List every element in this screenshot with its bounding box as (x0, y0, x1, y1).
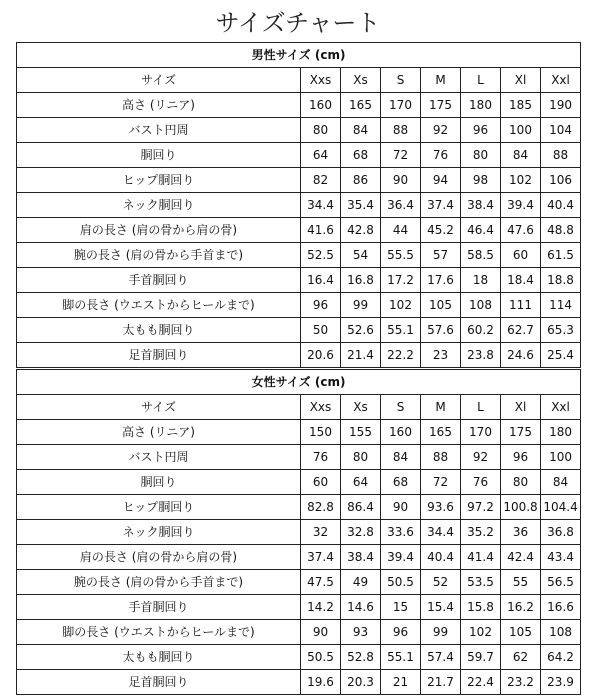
measurement-label: 肩の長さ (肩の骨から肩の骨) (17, 218, 301, 243)
measurement-value: 165 (421, 420, 461, 445)
size-header-cell: L (461, 395, 501, 420)
size-header-row (17, 395, 581, 420)
size-header-cell: Xs (341, 395, 381, 420)
measurement-label: 高さ (リニア) (17, 420, 301, 445)
measurement-value: 80 (301, 118, 341, 143)
measurement-value: 39.4 (381, 545, 421, 570)
table-row (17, 343, 581, 369)
measurement-value: 18 (461, 268, 501, 293)
measurement-value: 55.1 (381, 318, 421, 343)
table-row (17, 495, 581, 520)
measurement-value: 150 (301, 420, 341, 445)
measurement-label: 高さ (リニア) (17, 93, 301, 118)
measurement-value: 14.6 (341, 595, 381, 620)
measurement-label: ネック胴回り (17, 520, 301, 545)
table-row (17, 293, 581, 318)
measurement-value: 46.4 (461, 218, 501, 243)
measurement-label: 腕の長さ (肩の骨から手首まで) (17, 243, 301, 268)
table-row (17, 670, 581, 695)
measurement-value: 34.4 (301, 193, 341, 218)
measurement-value: 84 (541, 470, 581, 495)
table-row (17, 143, 581, 168)
measurement-value: 23.9 (541, 670, 581, 695)
measurement-value: 88 (541, 143, 581, 168)
measurement-value: 36.8 (541, 520, 581, 545)
measurement-value: 96 (461, 118, 501, 143)
measurement-value: 21 (381, 670, 421, 695)
measurement-value: 37.4 (301, 545, 341, 570)
measurement-value: 22.2 (381, 343, 421, 369)
measurement-label: 肩の長さ (肩の骨から肩の骨) (17, 545, 301, 570)
measurement-label: 胴回り (17, 470, 301, 495)
measurement-value: 53.5 (461, 570, 501, 595)
measurement-label: 足首胴回り (17, 670, 301, 695)
measurement-value: 84 (341, 118, 381, 143)
table-row (17, 570, 581, 595)
measurement-value: 68 (341, 143, 381, 168)
measurement-value: 38.4 (341, 545, 381, 570)
measurement-label: 手首胴回り (17, 595, 301, 620)
measurement-value: 20.6 (301, 343, 341, 369)
measurement-value: 15.4 (421, 595, 461, 620)
size-chart-table (16, 42, 581, 695)
size-header-cell: S (381, 68, 421, 93)
measurement-label: 太もも胴回り (17, 645, 301, 670)
measurement-value: 97.2 (461, 495, 501, 520)
size-header-cell: Xl (501, 395, 541, 420)
page-title: サイズチャート (215, 9, 381, 37)
measurement-label: 太もも胴回り (17, 318, 301, 343)
measurement-value: 100 (541, 445, 581, 470)
measurement-value: 19.6 (301, 670, 341, 695)
measurement-value: 160 (381, 420, 421, 445)
measurement-value: 41.6 (301, 218, 341, 243)
size-header-label: サイズ (17, 395, 301, 420)
section-heading-row (17, 369, 581, 395)
size-header-cell: S (381, 395, 421, 420)
measurement-value: 65.3 (541, 318, 581, 343)
measurement-value: 57 (421, 243, 461, 268)
measurement-value: 102 (461, 620, 501, 645)
measurement-value: 45.2 (421, 218, 461, 243)
measurement-value: 58.5 (461, 243, 501, 268)
measurement-value: 90 (301, 620, 341, 645)
measurement-value: 52 (421, 570, 461, 595)
measurement-value: 16.4 (301, 268, 341, 293)
measurement-value: 15.8 (461, 595, 501, 620)
measurement-value: 170 (381, 93, 421, 118)
measurement-value: 160 (301, 93, 341, 118)
table-row (17, 218, 581, 243)
measurement-value: 68 (381, 470, 421, 495)
measurement-value: 33.6 (381, 520, 421, 545)
measurement-value: 54 (341, 243, 381, 268)
measurement-value: 35.2 (461, 520, 501, 545)
measurement-value: 170 (461, 420, 501, 445)
measurement-value: 42.4 (501, 545, 541, 570)
measurement-value: 16.6 (541, 595, 581, 620)
measurement-value: 108 (541, 620, 581, 645)
measurement-value: 57.4 (421, 645, 461, 670)
measurement-value: 15 (381, 595, 421, 620)
measurement-value: 88 (421, 445, 461, 470)
measurement-value: 42.8 (341, 218, 381, 243)
measurement-value: 37.4 (421, 193, 461, 218)
section-heading-row (17, 43, 581, 68)
measurement-value: 18.4 (501, 268, 541, 293)
measurement-value: 90 (381, 495, 421, 520)
measurement-value: 180 (541, 420, 581, 445)
measurement-value: 62.7 (501, 318, 541, 343)
measurement-value: 100 (501, 118, 541, 143)
measurement-value: 55.1 (381, 645, 421, 670)
size-header-cell: Xs (341, 68, 381, 93)
table-row (17, 445, 581, 470)
section-heading: 男性サイズ (cm) (17, 43, 581, 68)
measurement-value: 38.4 (461, 193, 501, 218)
measurement-value: 96 (301, 293, 341, 318)
size-header-cell: Xxl (541, 68, 581, 93)
measurement-value: 36 (501, 520, 541, 545)
measurement-value: 40.4 (421, 545, 461, 570)
measurement-label: 足首胴回り (17, 343, 301, 369)
size-header-cell: Xxs (301, 68, 341, 93)
measurement-value: 86 (341, 168, 381, 193)
measurement-value: 106 (541, 168, 581, 193)
measurement-label: 脚の長さ (ウエストからヒールまで) (17, 620, 301, 645)
measurement-value: 104 (541, 118, 581, 143)
measurement-value: 94 (421, 168, 461, 193)
measurement-value: 175 (501, 420, 541, 445)
measurement-value: 34.4 (421, 520, 461, 545)
measurement-value: 61.5 (541, 243, 581, 268)
measurement-value: 80 (461, 143, 501, 168)
measurement-value: 90 (381, 168, 421, 193)
table-row (17, 520, 581, 545)
size-header-cell: Xl (501, 68, 541, 93)
table-row (17, 93, 581, 118)
measurement-value: 40.4 (541, 193, 581, 218)
measurement-value: 35.4 (341, 193, 381, 218)
measurement-value: 102 (381, 293, 421, 318)
table-row (17, 420, 581, 445)
measurement-value: 185 (501, 93, 541, 118)
measurement-value: 55.5 (381, 243, 421, 268)
measurement-value: 84 (381, 445, 421, 470)
measurement-value: 57.6 (421, 318, 461, 343)
measurement-value: 62 (501, 645, 541, 670)
measurement-value: 55 (501, 570, 541, 595)
measurement-value: 60 (501, 243, 541, 268)
size-header-cell: L (461, 68, 501, 93)
measurement-value: 60 (301, 470, 341, 495)
measurement-value: 80 (341, 445, 381, 470)
measurement-value: 16.8 (341, 268, 381, 293)
measurement-value: 82.8 (301, 495, 341, 520)
table-row (17, 268, 581, 293)
measurement-value: 39.4 (501, 193, 541, 218)
section-heading: 女性サイズ (cm) (17, 369, 581, 395)
measurement-value: 105 (501, 620, 541, 645)
measurement-value: 105 (421, 293, 461, 318)
measurement-value: 50.5 (301, 645, 341, 670)
measurement-value: 43.4 (541, 545, 581, 570)
measurement-value: 64.2 (541, 645, 581, 670)
measurement-value: 17.2 (381, 268, 421, 293)
measurement-value: 82 (301, 168, 341, 193)
size-header-label: サイズ (17, 68, 301, 93)
measurement-value: 180 (461, 93, 501, 118)
measurement-label: バスト円周 (17, 118, 301, 143)
measurement-value: 32.8 (341, 520, 381, 545)
measurement-value: 72 (381, 143, 421, 168)
measurement-value: 23.8 (461, 343, 501, 369)
measurement-value: 23 (421, 343, 461, 369)
table-row (17, 620, 581, 645)
measurement-value: 52.5 (301, 243, 341, 268)
measurement-value: 100.8 (501, 495, 541, 520)
table-row (17, 470, 581, 495)
measurement-value: 52.8 (341, 645, 381, 670)
measurement-value: 21.4 (341, 343, 381, 369)
table-row (17, 193, 581, 218)
measurement-value: 155 (341, 420, 381, 445)
measurement-value: 98 (461, 168, 501, 193)
size-header-cell: Xxl (541, 395, 581, 420)
measurement-value: 22.4 (461, 670, 501, 695)
measurement-value: 72 (421, 470, 461, 495)
measurement-value: 96 (501, 445, 541, 470)
table-row (17, 168, 581, 193)
measurement-value: 84 (501, 143, 541, 168)
measurement-value: 47.5 (301, 570, 341, 595)
measurement-value: 16.2 (501, 595, 541, 620)
measurement-value: 93 (341, 620, 381, 645)
measurement-label: ヒップ胴回り (17, 495, 301, 520)
table-row (17, 318, 581, 343)
size-header-cell: Xxs (301, 395, 341, 420)
measurement-value: 52.6 (341, 318, 381, 343)
measurement-label: ネック胴回り (17, 193, 301, 218)
size-header-cell: M (421, 395, 461, 420)
measurement-value: 24.6 (501, 343, 541, 369)
measurement-value: 111 (501, 293, 541, 318)
measurement-value: 21.7 (421, 670, 461, 695)
measurement-value: 64 (301, 143, 341, 168)
measurement-value: 41.4 (461, 545, 501, 570)
measurement-label: 胴回り (17, 143, 301, 168)
measurement-label: 手首胴回り (17, 268, 301, 293)
measurement-value: 86.4 (341, 495, 381, 520)
measurement-value: 50.5 (381, 570, 421, 595)
measurement-value: 50 (301, 318, 341, 343)
measurement-value: 104.4 (541, 495, 581, 520)
measurement-label: ヒップ胴回り (17, 168, 301, 193)
measurement-value: 88 (381, 118, 421, 143)
table-row (17, 595, 581, 620)
measurement-value: 80 (501, 470, 541, 495)
measurement-value: 14.2 (301, 595, 341, 620)
table-row (17, 545, 581, 570)
measurement-value: 76 (461, 470, 501, 495)
measurement-value: 64 (341, 470, 381, 495)
size-header-row (17, 68, 581, 93)
measurement-value: 76 (421, 143, 461, 168)
measurement-value: 32 (301, 520, 341, 545)
table-row (17, 645, 581, 670)
measurement-value: 165 (341, 93, 381, 118)
measurement-value: 99 (341, 293, 381, 318)
measurement-value: 92 (461, 445, 501, 470)
measurement-value: 49 (341, 570, 381, 595)
measurement-value: 17.6 (421, 268, 461, 293)
measurement-value: 48.8 (541, 218, 581, 243)
measurement-label: バスト円周 (17, 445, 301, 470)
measurement-value: 102 (501, 168, 541, 193)
measurement-value: 92 (421, 118, 461, 143)
measurement-value: 18.8 (541, 268, 581, 293)
measurement-label: 腕の長さ (肩の骨から手首まで) (17, 570, 301, 595)
measurement-value: 96 (381, 620, 421, 645)
measurement-value: 108 (461, 293, 501, 318)
measurement-value: 56.5 (541, 570, 581, 595)
measurement-value: 36.4 (381, 193, 421, 218)
measurement-value: 76 (301, 445, 341, 470)
measurement-value: 60.2 (461, 318, 501, 343)
measurement-value: 44 (381, 218, 421, 243)
measurement-value: 20.3 (341, 670, 381, 695)
size-header-cell: M (421, 68, 461, 93)
measurement-value: 25.4 (541, 343, 581, 369)
measurement-label: 脚の長さ (ウエストからヒールまで) (17, 293, 301, 318)
measurement-value: 59.7 (461, 645, 501, 670)
measurement-value: 93.6 (421, 495, 461, 520)
measurement-value: 114 (541, 293, 581, 318)
measurement-value: 23.2 (501, 670, 541, 695)
table-row (17, 243, 581, 268)
measurement-value: 47.6 (501, 218, 541, 243)
measurement-value: 99 (421, 620, 461, 645)
measurement-value: 175 (421, 93, 461, 118)
measurement-value: 190 (541, 93, 581, 118)
table-row (17, 118, 581, 143)
